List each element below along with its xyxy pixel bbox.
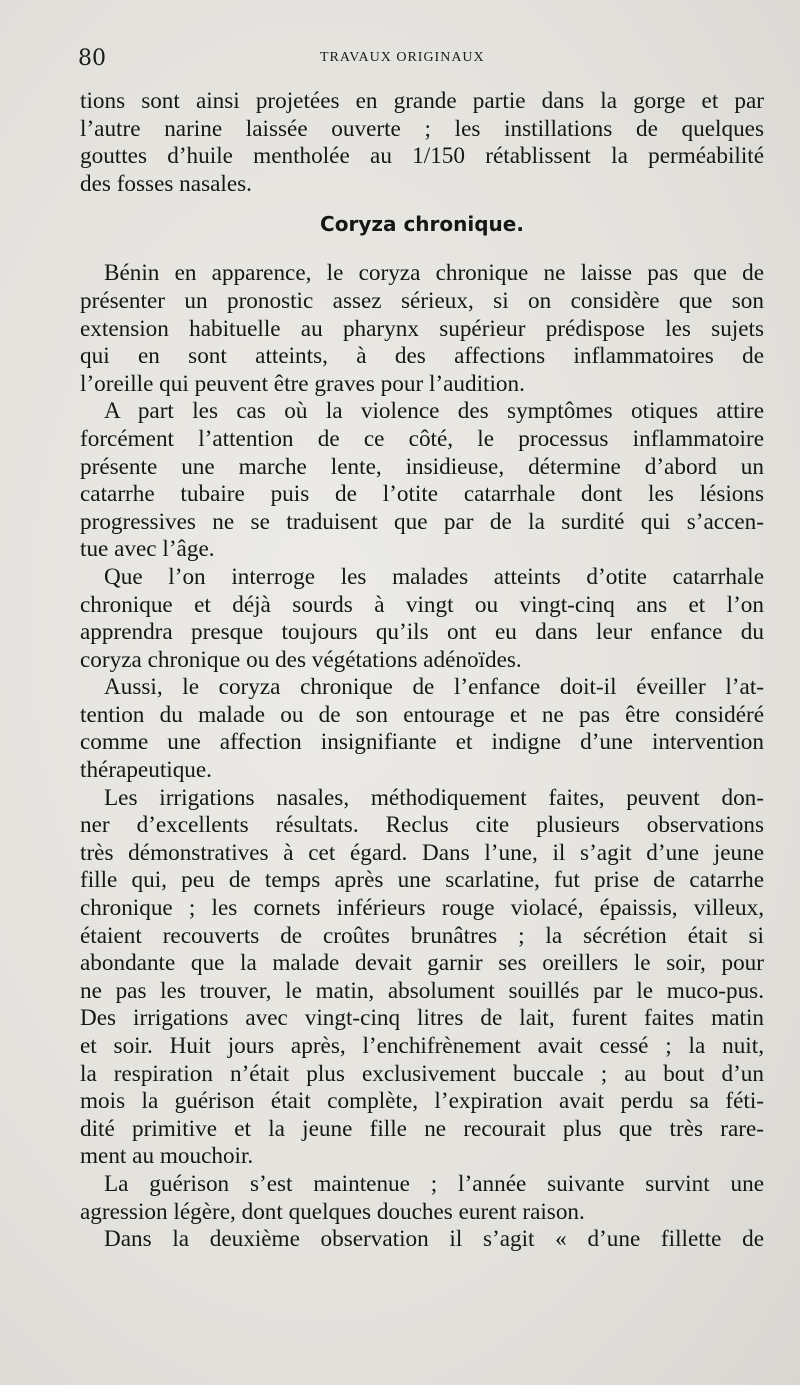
text-line: comme une affection insignifiante et indigne d’une intervention [80,729,764,756]
text-line: mois la guérison était complète, l’expiration avait perdu sa féti- [80,1088,764,1115]
text-line: thérapeutique. [80,757,212,784]
text-line: ner d’excellents résultats. Reclus cite plusieurs observations [80,812,764,839]
text-line: très démonstratives à cet égard. Dans l’une, il s’agit d’une jeune [80,839,764,866]
text-line: ment au mouchoir. [80,1143,254,1170]
paragraph [80,785,764,1171]
text-line: qui en sont atteints, à des affections inflammatoires de [80,343,764,370]
body-text [80,88,764,1254]
text-line: Bénin en apparence, le coryza chronique ne laisse pas que de [104,260,764,287]
paragraph [80,260,764,398]
page-header [78,46,764,76]
text-line: présenter un pronostic assez sérieux, si on considère que son [80,287,764,314]
text-line: ne pas les trouver, le matin, absolument souillés par le muco-pus. [80,977,764,1004]
paragraph [80,564,764,674]
text-line: abondante que la malade devait garnir ses oreillers le soir, pour [80,950,764,977]
text-line: agression légère, dont quelques douches eurent raison. [80,1198,585,1225]
paragraph [80,398,764,564]
text-line: Des irrigations avec vingt-cinq litres de lait, furent faites matin [80,1005,764,1032]
text-line: coryza chronique ou des végétations adénoïdes. [80,646,522,673]
text-line: tue avec l’âge. [80,536,215,563]
text-line: fille qui, peu de temps après une scarlatine, fut prise de catarrhe [80,867,764,894]
section-title: Coryza chronique. [320,212,524,237]
paragraph [80,674,764,784]
paragraph [80,1226,764,1254]
text-line: progressives ne se traduisent que par de la surdité qui s’accen- [80,508,764,535]
text-line: l’autre narine laissée ouverte ; les instillations de quelques [80,115,764,142]
text-line: Que l’on interroge les malades atteints d’otite catarrhale [104,563,764,590]
text-line: A part les cas où la violence des symptômes otiques attire [104,398,764,425]
text-line: l’oreille qui peuvent être graves pour l’audition. [80,370,525,397]
running-head: TRAVAUX ORIGINAUX [320,50,485,65]
text-line: chronique ; les cornets inférieurs rouge violacé, épaissis, villeux, [80,895,764,922]
text-line: extension habituelle au pharynx supérieur prédispose les sujets [80,315,764,342]
text-line: Les irrigations nasales, méthodiquement faites, peuvent don- [104,784,764,811]
page-number: 80 [78,46,106,71]
text-line: chronique et déjà sourds à vingt ou vingt-cinq ans et l’on [80,591,764,618]
text-line: Aussi, le coryza chronique de l’enfance doit-il éveiller l’at- [104,674,764,701]
text-line: la respiration n’était plus exclusivement buccale ; au bout d’un [80,1060,764,1087]
text-line: présente une marche lente, insidieuse, détermine d’abord un [80,453,764,480]
text-line: tention du malade ou de son entourage et ne pas être considéré [80,701,764,728]
text-line: tions sont ainsi projetées en grande partie dans la gorge et par [80,88,764,114]
text-line: et soir. Huit jours après, l’enchifrènement avait cessé ; la nuit, [80,1033,764,1059]
text-line: La guérison s’est maintenue ; l’année suivante survint une [104,1170,764,1197]
text-line: forcément l’attention de ce côté, le processus inflammatoire [80,425,764,452]
text-line: apprendra presque toujours qu’ils ont eu dans leur enfance du [80,619,764,646]
text-line: Dans la deuxième observation il s’agit « d’une fillette de [104,1226,764,1253]
text-line: catarrhe tubaire puis de l’otite catarrhale dont les lésions [80,481,764,508]
text-line: des fosses nasales. [80,170,252,197]
text-line: gouttes d’huile mentholée au 1/150 rétablissent la perméabilité [80,143,764,170]
text-line: étaient recouverts de croûtes brunâtres ; la sécrétion était si [80,922,764,949]
intro-paragraph [80,88,764,198]
paragraph [80,1171,764,1226]
text-line: dité primitive et la jeune fille ne recourait plus que très rare- [80,1115,764,1142]
